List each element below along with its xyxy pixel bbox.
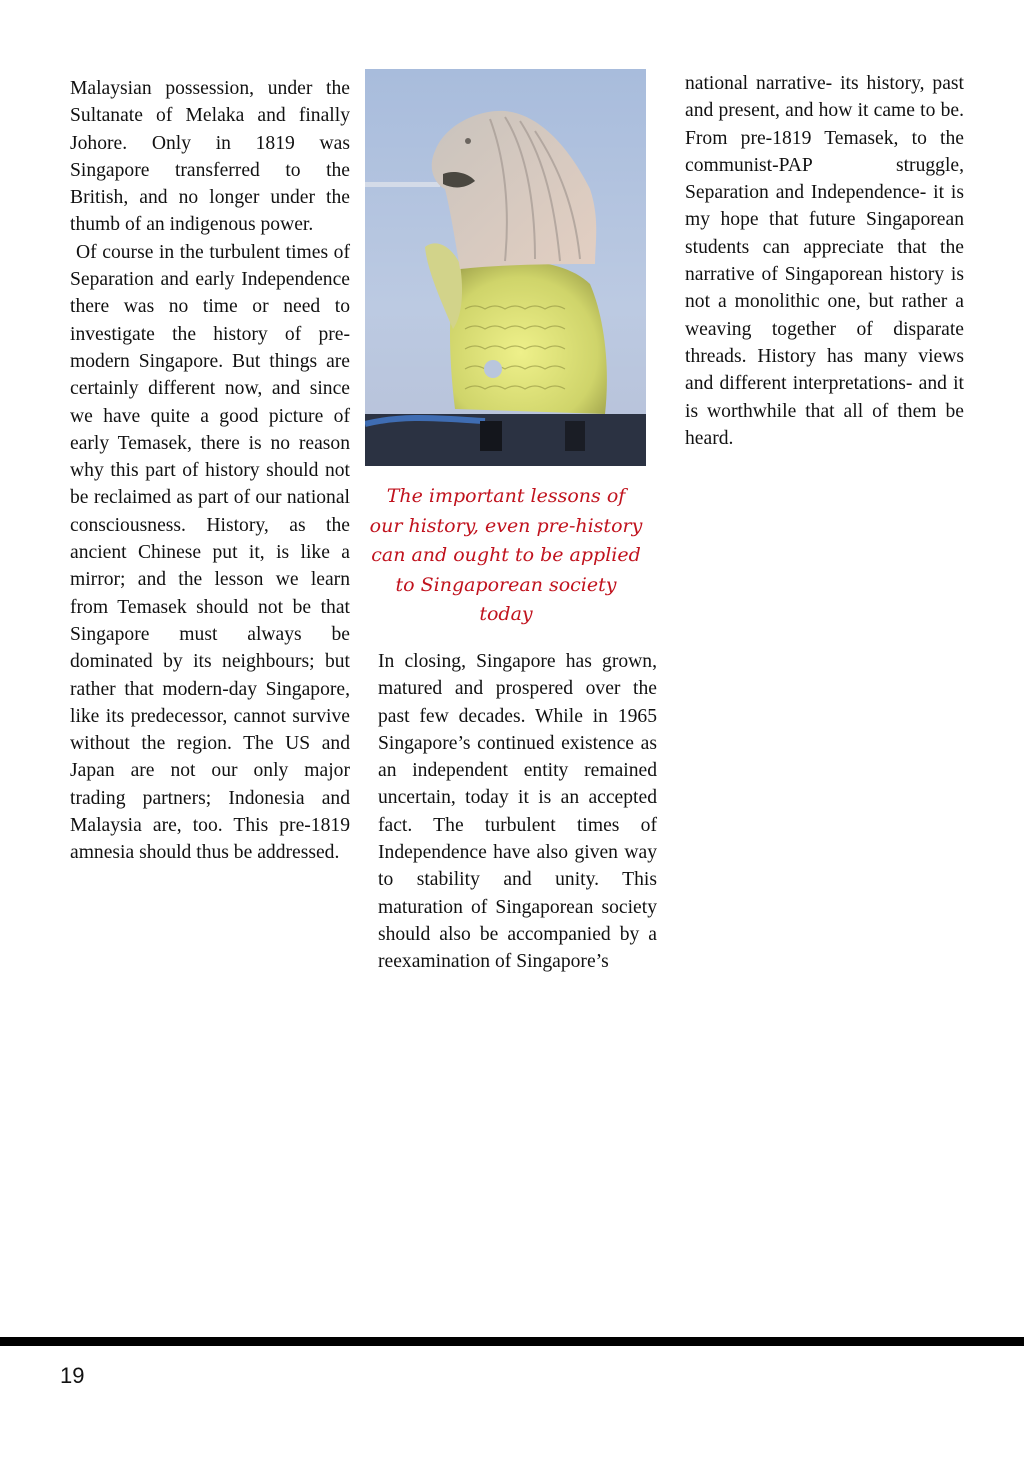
right-column — [685, 70, 964, 452]
footer-rule — [0, 1337, 1024, 1346]
page-number: 19 — [60, 1363, 85, 1388]
merlion-photo — [365, 69, 646, 466]
photo-caption: The important lessons of our history, even pre-history can and ought to be applied to Singaporean society today — [369, 485, 643, 625]
merlion-image-icon — [365, 69, 646, 466]
left-column — [70, 75, 350, 867]
body-paragraph: national narrative- its history, past and present, and how it came to be. From pre-1819 Temasek, to the communist-PAP struggle, Separation and Independence- it is my hope that future Singaporean students can appreciate that the narrative of Singaporean history is not a monolithic one, but rather a weaving together of disparate threads. History has many views and different interpretations- and it is worthwhile that all of them be heard. — [685, 73, 964, 449]
body-paragraph: Of course in the turbulent times of Separation and early Independence there was no time or need to investigate the history of pre-modern Singapore. But things are certainly different now, and since we have quite a good picture of early Temasek, there is no reason why this part of history should not be reclaimed as part of our national consciousness. History, as the ancient Chinese put it, is like a mirror; and the lesson we learn from Temasek should not be that Singapore must always be dominated by its neighbours; but rather that modern-day Singapore, like its predecessor, cannot survive without the region. The US and Japan are not our only major trading partners; Indonesia and Malaysia are, too. This pre-1819 amnesia should thus be addressed. — [70, 241, 350, 864]
middle-column — [378, 648, 657, 976]
body-paragraph: In closing, Singapore has grown, matured and prospered over the past few decades. While in 1965 Singapore’s continued existence as an independent entity remained uncertain, today it is an accepted fact. The turbulent times of Independence have also given way to stability and unity. This maturation of Singaporean society should also be accompanied by a reexamination of Singapore’s — [378, 651, 657, 973]
body-paragraph: Malaysian possession, under the Sultanate of Melaka and finally Johore. Only in 1819 was Singapore transferred to the British, and no longer under the thumb of an indigenous power. — [70, 78, 350, 236]
